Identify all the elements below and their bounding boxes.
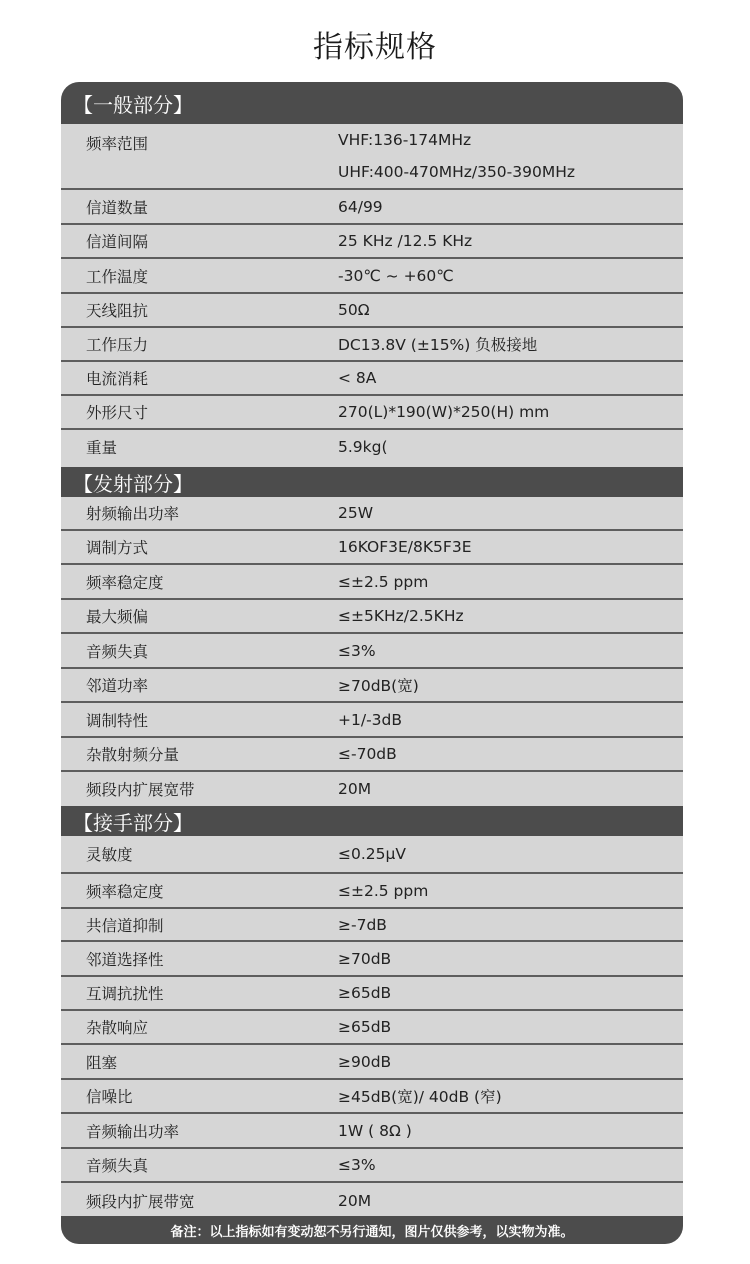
spec-value (338, 669, 419, 701)
spec-label: 频率稳定度 (86, 882, 164, 901)
spec-value (338, 294, 370, 326)
spec-value (338, 328, 537, 360)
spec-value-line: 5.9kg( (338, 438, 388, 456)
spec-label: 频段内扩展带宽 (86, 1193, 195, 1211)
spec-value-line: ≤3% (338, 641, 376, 660)
spec-value (338, 124, 575, 188)
spec-value (338, 259, 454, 292)
spec-row (61, 259, 683, 294)
spec-value-line: ≤±2.5 ppm (338, 572, 429, 591)
spec-value-line: +1/-3dB (338, 710, 402, 729)
spec-value-line: 270(L)*190(W)*250(H) mm (338, 403, 550, 421)
spec-row (61, 124, 683, 190)
spec-value-line: ≥70dB(宽) (338, 677, 419, 695)
spec-value-line: ≥65dB (338, 1018, 392, 1036)
spec-row (61, 942, 683, 977)
spec-value-line: 64/99 (338, 197, 383, 216)
spec-row (61, 497, 683, 531)
spec-row (61, 1045, 683, 1080)
spec-row (61, 531, 683, 565)
spec-value-line: VHF:136-174MHz (338, 131, 472, 149)
spec-row (61, 565, 683, 600)
spec-label: 调制方式 (86, 539, 149, 557)
spec-value-line: 16KOF3E/8K5F3E (338, 538, 472, 556)
spec-label: 频率范围 (86, 135, 149, 153)
spec-value (338, 1114, 412, 1147)
spec-label: 邻道功率 (86, 677, 149, 695)
spec-label: 音频输出功率 (86, 1122, 180, 1141)
page-title: 指标规格 (313, 30, 437, 65)
spec-label: 工作温度 (86, 267, 149, 286)
spec-row (61, 1011, 683, 1045)
spec-label: 邻道选择性 (86, 950, 164, 969)
spec-value-line: ≤0.25μV (338, 845, 406, 863)
spec-value-line: ≥65dB (338, 984, 392, 1002)
spec-label: 频率稳定度 (86, 573, 164, 592)
spec-row (61, 909, 683, 942)
spec-value-line: < 8A (338, 369, 377, 387)
spec-value-line: ≥45dB(宽)/ 40dB (窄) (338, 1088, 502, 1106)
spec-value (338, 430, 388, 464)
spec-value-line: ≤-70dB (338, 745, 397, 763)
spec-value-line: ≤±2.5 ppm (338, 881, 429, 900)
spec-row (61, 294, 683, 328)
spec-label: 频段内扩展宽带 (86, 780, 195, 799)
spec-row (61, 1183, 683, 1219)
spec-row (61, 225, 683, 259)
spec-value (338, 942, 391, 975)
spec-value (338, 909, 387, 940)
spec-value (338, 565, 428, 598)
spec-value (338, 836, 406, 872)
spec-row (61, 430, 683, 464)
spec-row (61, 874, 683, 909)
spec-value (338, 497, 373, 529)
spec-row (61, 362, 683, 396)
spec-label: 射频输出功率 (86, 505, 180, 523)
spec-value-line: ≤±5KHz/2.5KHz (338, 607, 464, 625)
spec-label: 调制特性 (86, 711, 149, 730)
spec-value (338, 531, 472, 563)
spec-value (338, 738, 397, 770)
spec-row (61, 977, 683, 1011)
spec-value (338, 1045, 391, 1078)
spec-value (338, 190, 383, 223)
spec-value-line: UHF:400-470MHz/350-390MHz (338, 163, 576, 181)
spec-table (61, 82, 683, 1244)
spec-value (338, 1011, 391, 1043)
spec-value (338, 225, 472, 257)
spec-label: 最大频偏 (86, 608, 149, 626)
spec-label: 信噪比 (86, 1088, 133, 1106)
spec-row (61, 1149, 683, 1183)
spec-value (338, 874, 428, 907)
spec-label: 杂散射频分量 (86, 746, 180, 764)
section-header: 【发射部分】 (61, 467, 683, 497)
spec-value-line: 20M (338, 779, 372, 798)
spec-label: 灵敏度 (86, 846, 133, 864)
spec-value-line: 50Ω (338, 301, 370, 319)
spec-label: 信道数量 (86, 198, 149, 217)
spec-value (338, 362, 376, 394)
spec-value-line: DC13.8V (±15%) 负极接地 (338, 336, 538, 354)
spec-row (61, 772, 683, 805)
spec-row (61, 396, 683, 430)
spec-row (61, 738, 683, 772)
spec-row (61, 634, 683, 669)
spec-label: 信道间隔 (86, 233, 149, 251)
section-header: 【一般部分】 (61, 82, 683, 124)
spec-label: 音频失真 (86, 1157, 149, 1175)
spec-label: 外形尺寸 (86, 404, 149, 422)
spec-row (61, 836, 683, 874)
spec-row (61, 328, 683, 362)
spec-row (61, 703, 683, 738)
spec-value-line: 1W ( 8Ω ) (338, 1121, 412, 1140)
spec-value (338, 1183, 371, 1219)
spec-row (61, 1080, 683, 1114)
spec-label: 工作压力 (86, 336, 149, 354)
spec-label: 共信道抑制 (86, 916, 164, 935)
spec-value-line: ≥-7dB (338, 915, 387, 934)
spec-row (61, 1114, 683, 1149)
spec-label: 天线阻抗 (86, 302, 149, 320)
spec-value (338, 1149, 376, 1181)
section-header: 【接手部分】 (61, 806, 683, 836)
spec-label: 电流消耗 (86, 370, 149, 388)
spec-value-line: 25 KHz /12.5 KHz (338, 232, 473, 250)
spec-value (338, 772, 371, 805)
spec-value (338, 703, 402, 736)
spec-value-line: ≥90dB (338, 1052, 392, 1071)
spec-value-line: ≥70dB (338, 949, 392, 968)
spec-row (61, 669, 683, 703)
spec-label: 重量 (86, 439, 118, 457)
spec-value-line: -30℃ ~ +60℃ (338, 266, 454, 285)
spec-value-line: ≤3% (338, 1156, 376, 1174)
spec-value (338, 396, 549, 428)
spec-label: 杂散响应 (86, 1019, 149, 1037)
spec-value (338, 977, 391, 1009)
spec-row (61, 190, 683, 225)
spec-label: 互调抗扰性 (86, 985, 164, 1003)
footer-note: 备注：以上指标如有变动恕不另行通知，图片仅供参考，以实物为准。 (61, 1216, 683, 1244)
spec-value (338, 634, 376, 667)
spec-value (338, 1080, 502, 1112)
spec-row (61, 600, 683, 634)
spec-value-line: 20M (338, 1192, 372, 1210)
spec-label: 音频失真 (86, 642, 149, 661)
spec-label: 阻塞 (86, 1053, 118, 1072)
spec-value-line: 25W (338, 504, 374, 522)
spec-value (338, 600, 464, 632)
